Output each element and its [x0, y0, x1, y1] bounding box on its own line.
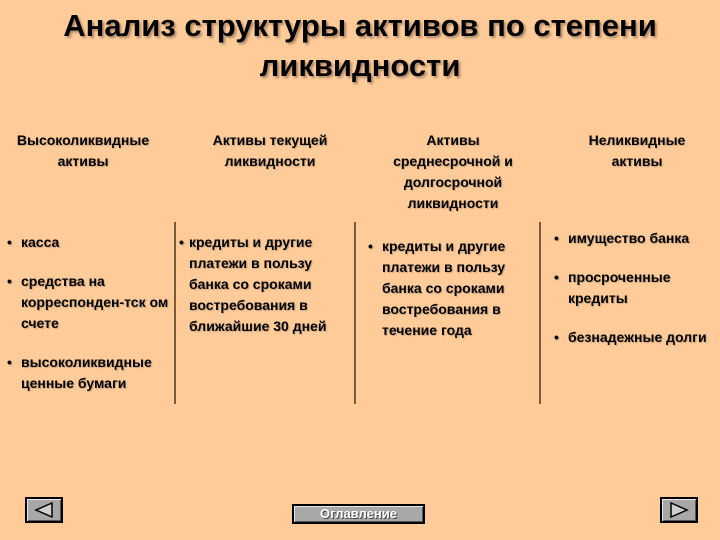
column-divider [539, 222, 541, 404]
list-item: • безнадежные долги [554, 327, 716, 348]
list-item: • просроченные кредиты [554, 267, 716, 309]
list-item: • кредиты и другие платежи в пользу банка со сроками востребования в течение года [368, 236, 528, 341]
triangle-right-icon [669, 502, 689, 518]
list-item: • средства на корреспонден-тск ом счете [7, 271, 173, 334]
list-item: • имущество банка [554, 228, 716, 249]
next-slide-button[interactable] [660, 497, 698, 523]
column-header-current-liquidity: Активы текущей ликвидности [212, 132, 328, 169]
column-divider [174, 222, 176, 404]
list-medium-long-liquidity [368, 236, 528, 359]
column-header-high-liquidity: Высоколиквидные активы [16, 132, 150, 169]
list-illiquid [554, 228, 716, 366]
column-header-medium-long-liquidity: Активы среднесрочной и долгосрочной ликвидности [393, 132, 513, 211]
list-current-liquidity [179, 232, 349, 355]
slide-title: Анализ структуры активов по степени ликвидности [63, 8, 657, 83]
triangle-left-icon [34, 502, 54, 518]
previous-slide-button[interactable] [25, 497, 63, 523]
table-of-contents-button[interactable]: Оглавление [292, 504, 425, 524]
list-item: • касса [7, 232, 173, 253]
list-high-liquidity [7, 232, 173, 412]
column-divider [354, 222, 356, 404]
column-header-illiquid: Неликвидные активы [588, 132, 686, 169]
list-item: • кредиты и другие платежи в пользу банка со сроками востребования в ближайшие 30 дней [179, 232, 349, 337]
list-item: • высоколиквидные ценные бумаги [7, 352, 173, 394]
